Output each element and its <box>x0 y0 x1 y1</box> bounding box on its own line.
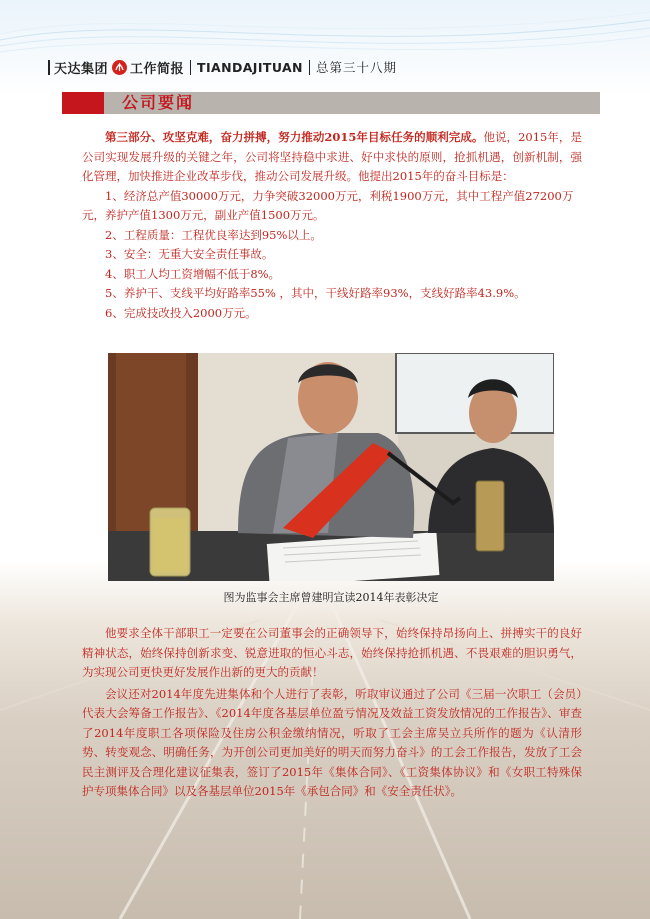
issue-number: 总第三十八期 <box>315 60 397 75</box>
intro-lead: 第三部分、攻坚克难，奋力拼搏，努力推动2015年目标任务的顺利完成。 <box>105 130 484 144</box>
header-divider <box>190 60 191 75</box>
latin-name: TIANDAJITUAN <box>197 59 303 75</box>
goal-item: 2、工程质量：工程优良率达到95%以上。 <box>105 227 322 242</box>
intro-text: 他说，2015年，是公司实现发展升级的关键之年，公司将坚持稳中求进、好中求快的原则，抢抓机遇，创新机制，强化管理，加快推进企业改革步伐，推动公司发展升级。他提出2015年的奋斗目标是： <box>82 130 582 183</box>
section-heading <box>62 92 600 114</box>
goal-item: 1、经济总产值30000万元，力争突破32000万元，利税1900万元，其中工程产值27200万元，养护产值1300万元，副业产值1500万元。 <box>82 188 574 222</box>
body-paragraph: 他要求全体干部职工一定要在公司董事会的正确领导下，始终保持昂扬向上、拼搏实干的良好精神状态，始终保持创新求变、锐意进取的恒心斗志，始终保持抢抓机遇、不畏艰难的胆识勇气，为实现公司更快更好发展作出新的更大的贡献！ <box>82 626 582 679</box>
goal-item: 4、职工人均工资增幅不低于8%。 <box>105 266 281 281</box>
meeting-photo <box>108 353 554 581</box>
body-paragraph: 会议还对2014年度先进集体和个人进行了表彰，听取审议通过了公司《三届一次职工（会员）代表大会筹备工作报告》、《2014年度各基层单位盈亏情况及效益工资发放情况的工作报告》、审查了2014年度职工各项保险及住房公积金缴纳情况，听取了工会主席吴立兵所作的题为《认清形势、转变观念、明确任务，为开创公司更加美好的明天而努力奋斗》的工会工作报告，发放了工会民主测评及合理化建议征集表，签订了2015年《集体合同》、《工资集体协议》和《女职工特殊保护专项集体合同》以及各基层单位2015年《承包合同》和《安全责任状》。 <box>82 686 582 798</box>
intro-paragraph <box>82 128 582 187</box>
group-name: 天达集团 <box>54 61 109 77</box>
goal-item: 5、养护干、支线平均好路率55% ，其中，干线好路率93%，支线好路率43.9%。 <box>105 286 526 300</box>
tianda-logo-icon <box>112 60 127 75</box>
body-block <box>82 624 582 802</box>
section-accent <box>62 92 104 114</box>
bulletin-name: 工作简报 <box>130 61 185 77</box>
intro-block <box>82 128 582 323</box>
goal-item: 6、完成技改投入2000万元。 <box>105 305 257 320</box>
section-title: 公司要闻 <box>122 93 195 112</box>
photo-caption: 图为监事会主席曾建明宣读2014年表彰决定 <box>223 591 439 604</box>
goal-item: 3、安全：无重大安全责任事故。 <box>105 247 274 261</box>
page-header <box>48 58 397 76</box>
header-divider <box>48 60 50 75</box>
header-divider <box>309 60 310 75</box>
